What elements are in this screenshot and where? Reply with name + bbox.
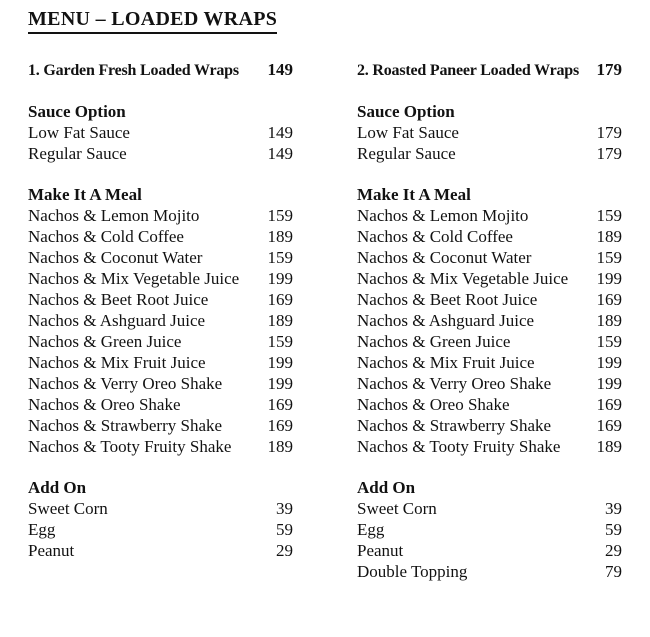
menu-item-row [357, 310, 622, 331]
item-price: 199 [267, 353, 293, 372]
item-price: 169 [596, 395, 622, 414]
menu-item-row [357, 394, 622, 415]
item-name: Egg [357, 520, 385, 539]
item-price: 149 [267, 144, 293, 163]
item-price: 169 [596, 416, 622, 435]
item-name: Nachos & Coconut Water [28, 248, 203, 267]
item-price: 159 [596, 206, 622, 225]
menu-item-row [357, 415, 622, 436]
section-title: Sauce Option [357, 102, 455, 121]
menu-item-row [357, 289, 622, 310]
item-name: Nachos & Verry Oreo Shake [357, 374, 552, 393]
item-price: 169 [267, 290, 293, 309]
item-price: 189 [267, 437, 293, 456]
menu-item-row [28, 519, 293, 540]
item-name: Nachos & Tooty Fruity Shake [357, 437, 561, 456]
menu-item-row [28, 310, 293, 331]
menu-column-garden-fresh [28, 59, 293, 582]
menu-item-row [357, 226, 622, 247]
section-title: Make It A Meal [28, 185, 142, 204]
item-price: 169 [596, 290, 622, 309]
item-name: Nachos & Tooty Fruity Shake [28, 437, 232, 456]
section-add-on [357, 477, 622, 582]
item-price: 169 [267, 395, 293, 414]
item-price: 159 [596, 332, 622, 351]
column-header [357, 59, 622, 81]
item-name: Regular Sauce [28, 144, 127, 163]
menu-item-row [28, 498, 293, 519]
section-sauce-option [357, 101, 622, 164]
menu-item-row [357, 143, 622, 164]
page-title: MENU – LOADED WRAPS [28, 8, 277, 34]
item-price: 39 [605, 499, 622, 518]
menu-item-row [357, 247, 622, 268]
section-sauce-option [28, 101, 293, 164]
item-price: 189 [596, 437, 622, 456]
menu-item-row [357, 540, 622, 561]
menu-item-row [28, 415, 293, 436]
column-header [28, 59, 293, 81]
item-name: Nachos & Coconut Water [357, 248, 532, 267]
item-name: Nachos & Cold Coffee [28, 227, 184, 246]
menu-item-row [28, 122, 293, 143]
column-header-label: 2. Roasted Paneer Loaded Wraps [357, 62, 580, 79]
menu-item-row [357, 498, 622, 519]
section-title: Sauce Option [28, 102, 126, 121]
item-name: Egg [28, 520, 56, 539]
section-make-it-a-meal [28, 184, 293, 457]
column-header-price: 149 [267, 60, 293, 79]
item-price: 59 [276, 520, 293, 539]
item-name: Low Fat Sauce [357, 123, 459, 142]
item-price: 159 [596, 248, 622, 267]
item-name: Nachos & Mix Vegetable Juice [357, 269, 569, 288]
menu-item-row [28, 247, 293, 268]
item-price: 199 [267, 374, 293, 393]
item-price: 159 [267, 332, 293, 351]
item-name: Nachos & Strawberry Shake [28, 416, 223, 435]
item-name: Nachos & Cold Coffee [357, 227, 513, 246]
menu-item-row [357, 519, 622, 540]
item-name: Peanut [28, 541, 75, 560]
menu-item-row [357, 122, 622, 143]
menu-item-row [357, 352, 622, 373]
item-price: 189 [267, 227, 293, 246]
item-name: Sweet Corn [28, 499, 108, 518]
section-add-on [28, 477, 293, 561]
menu-item-row [28, 352, 293, 373]
menu-item-row [28, 226, 293, 247]
menu-item-row [28, 289, 293, 310]
item-name: Nachos & Beet Root Juice [28, 290, 209, 309]
item-name: Low Fat Sauce [28, 123, 130, 142]
item-name: Regular Sauce [357, 144, 456, 163]
item-name: Nachos & Green Juice [357, 332, 511, 351]
column-header-label: 1. Garden Fresh Loaded Wraps [28, 62, 239, 79]
item-price: 189 [596, 227, 622, 246]
item-price: 149 [267, 123, 293, 142]
item-name: Nachos & Ashguard Juice [28, 311, 206, 330]
section-title: Add On [28, 478, 87, 497]
menu-item-row [357, 331, 622, 352]
item-name: Nachos & Strawberry Shake [357, 416, 552, 435]
item-name: Nachos & Mix Vegetable Juice [28, 269, 240, 288]
menu-item-row [357, 561, 622, 582]
item-name: Nachos & Verry Oreo Shake [28, 374, 223, 393]
menu-item-row [28, 331, 293, 352]
item-name: Double Topping [357, 562, 468, 581]
item-price: 79 [605, 562, 622, 581]
menu-item-row [28, 143, 293, 164]
item-price: 179 [596, 123, 622, 142]
item-name: Nachos & Beet Root Juice [357, 290, 538, 309]
item-price: 39 [276, 499, 293, 518]
item-name: Nachos & Ashguard Juice [357, 311, 535, 330]
item-price: 189 [267, 311, 293, 330]
item-price: 199 [596, 374, 622, 393]
column-header-price: 179 [596, 60, 622, 79]
item-name: Nachos & Lemon Mojito [357, 206, 529, 225]
item-price: 159 [267, 206, 293, 225]
section-title: Make It A Meal [357, 185, 471, 204]
item-name: Sweet Corn [357, 499, 437, 518]
menu-item-row [28, 205, 293, 226]
item-name: Nachos & Oreo Shake [357, 395, 510, 414]
item-price: 199 [596, 269, 622, 288]
item-name: Nachos & Mix Fruit Juice [28, 353, 206, 372]
item-name: Nachos & Green Juice [28, 332, 182, 351]
menu-item-row [357, 373, 622, 394]
menu-item-row [28, 268, 293, 289]
menu-item-row [357, 205, 622, 226]
item-price: 29 [276, 541, 293, 560]
section-title: Add On [357, 478, 416, 497]
menu-item-row [357, 268, 622, 289]
item-price: 59 [605, 520, 622, 539]
menu-item-row [28, 436, 293, 457]
menu-column-roasted-paneer [357, 59, 622, 582]
item-name: Peanut [357, 541, 404, 560]
item-price: 189 [596, 311, 622, 330]
item-price: 199 [596, 353, 622, 372]
item-price: 199 [267, 269, 293, 288]
item-name: Nachos & Oreo Shake [28, 395, 181, 414]
item-price: 29 [605, 541, 622, 560]
menu-item-row [28, 373, 293, 394]
item-price: 169 [267, 416, 293, 435]
menu-item-row [28, 394, 293, 415]
item-name: Nachos & Lemon Mojito [28, 206, 200, 225]
menu-item-row [357, 436, 622, 457]
menu-columns [28, 59, 620, 582]
item-price: 159 [267, 248, 293, 267]
section-make-it-a-meal [357, 184, 622, 457]
item-name: Nachos & Mix Fruit Juice [357, 353, 535, 372]
menu-item-row [28, 540, 293, 561]
item-price: 179 [596, 144, 622, 163]
